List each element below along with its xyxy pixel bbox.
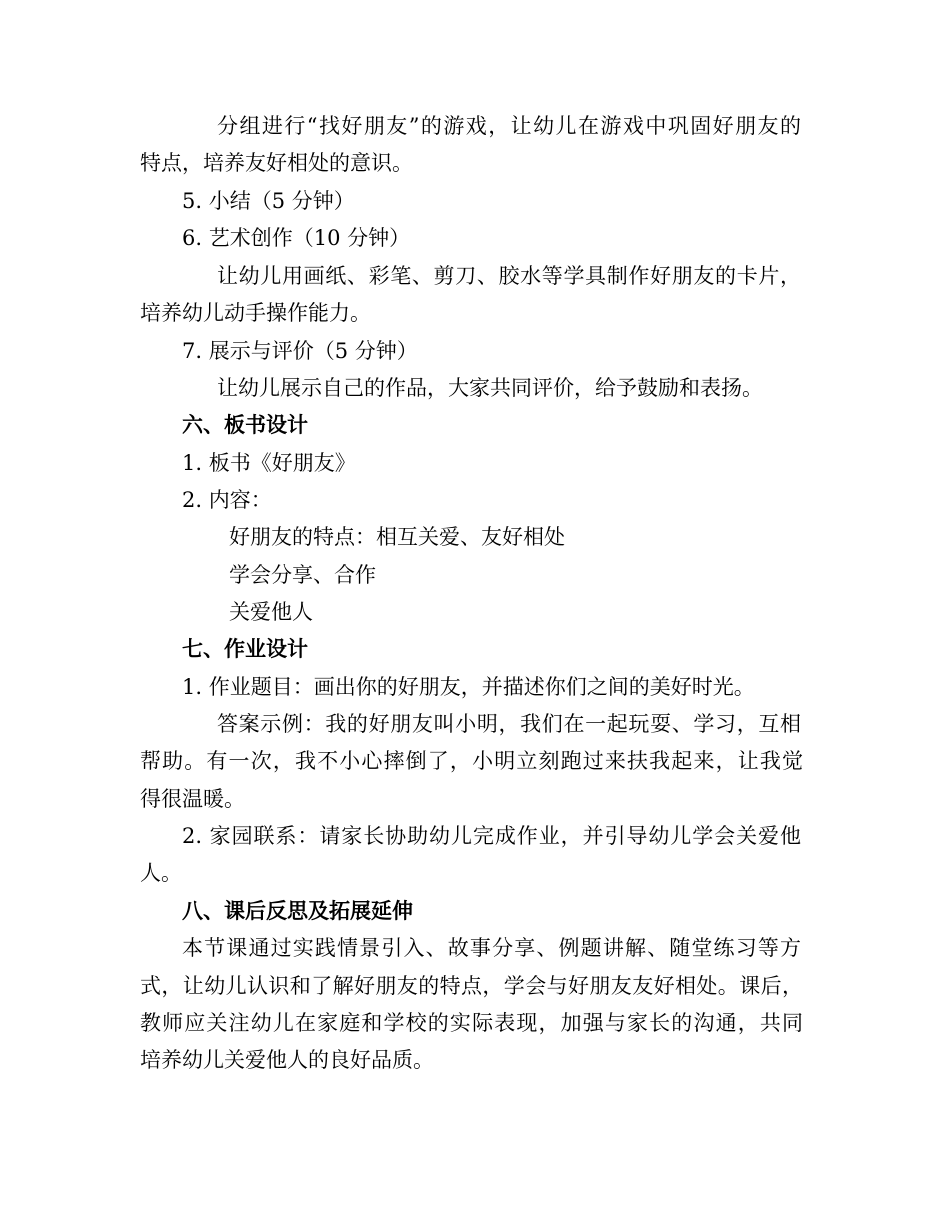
section-heading: 八、课后反思及拓展延伸 (182, 899, 413, 923)
paragraph-line: 得很温暖。 (140, 787, 245, 811)
list-item: 2. 家园联系：请家长协助幼儿完成作业，并引导幼儿学会关爱他 (182, 824, 801, 848)
paragraph-line: 式，让幼儿认识和了解好朋友的特点，学会与好朋友友好相处。课后， (140, 974, 803, 998)
content-item: 学会分享、合作 (229, 563, 376, 587)
content-item: 关爱他人 (229, 600, 313, 624)
paragraph-line: 让幼儿展示自己的作品，大家共同评价，给予鼓励和表扬。 (217, 376, 763, 400)
content-item: 好朋友的特点：相互关爱、友好相处 (229, 525, 565, 549)
paragraph-line: 特点，培养友好相处的意识。 (140, 151, 413, 175)
paragraph-line: 培养幼儿关爱他人的良好品质。 (140, 1048, 434, 1072)
paragraph-line: 分组进行“找好朋友”的游戏，让幼儿在游戏中巩固好朋友的 (217, 114, 801, 138)
list-item: 1. 板书《好朋友》 (182, 451, 356, 475)
list-item: 6. 艺术创作（10 分钟） (182, 226, 411, 250)
paragraph-line: 答案示例：我的好朋友叫小明，我们在一起玩耍、学习，互相 (217, 712, 801, 736)
paragraph-line: 培养幼儿动手操作能力。 (140, 301, 371, 325)
paragraph-line: 教师应关注幼儿在家庭和学校的实际表现，加强与家长的沟通，共同 (140, 1011, 803, 1035)
section-heading: 六、板书设计 (182, 413, 308, 437)
list-item: 7. 展示与评价（5 分钟） (182, 339, 418, 363)
list-item: 1. 作业题目：画出你的好朋友，并描述你们之间的美好时光。 (182, 675, 755, 699)
paragraph-line: 本节课通过实践情景引入、故事分享、例题讲解、随堂练习等方 (182, 936, 801, 960)
paragraph-line: 让幼儿用画纸、彩笔、剪刀、胶水等学具制作好朋友的卡片， (217, 264, 801, 288)
paragraph-line: 帮助。有一次，我不小心摔倒了，小明立刻跑过来扶我起来，让我觉 (140, 749, 803, 773)
section-heading: 七、作业设计 (182, 637, 308, 661)
list-item: 5. 小结（5 分钟） (182, 189, 355, 213)
list-item: 2. 内容： (182, 488, 272, 512)
paragraph-line: 人。 (140, 861, 182, 885)
